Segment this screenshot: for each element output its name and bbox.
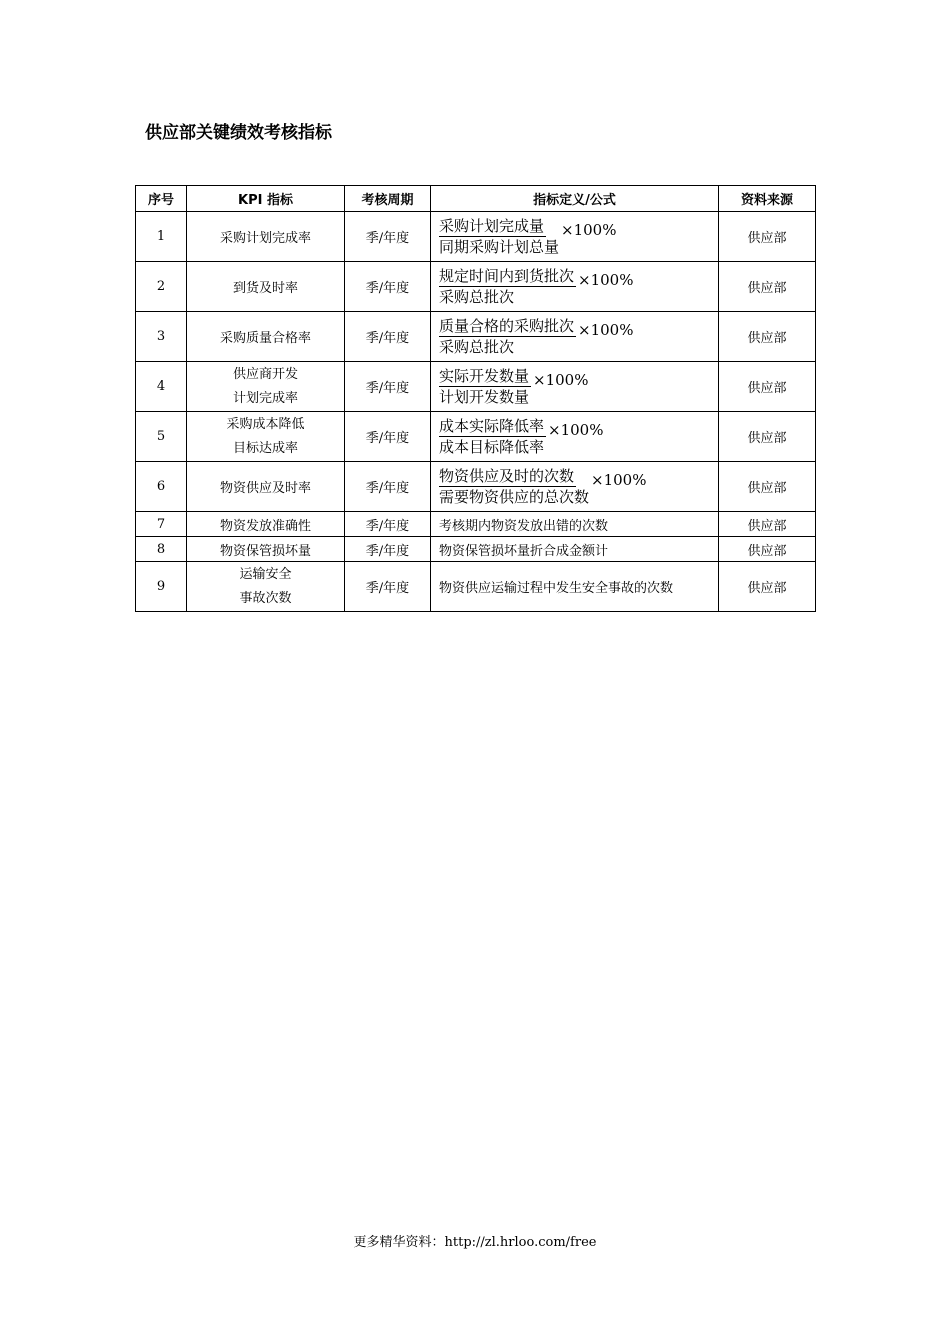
- data-source: 供应部: [719, 537, 816, 562]
- header-source: 资料来源: [719, 186, 816, 212]
- kpi-name-line: 采购成本降低: [226, 416, 305, 432]
- kpi-name-line: 运输安全: [239, 566, 292, 582]
- table-row: [136, 512, 816, 537]
- kpi-name: [187, 412, 345, 462]
- table-row: [136, 462, 816, 512]
- header-no: 序号: [136, 186, 187, 212]
- page-title: 供应部关键绩效考核指标: [145, 123, 332, 143]
- kpi-definition: 物资保管损坏量折合成金额计: [431, 537, 719, 562]
- formula-multiplier: ×100%: [561, 220, 617, 239]
- data-source: 供应部: [719, 412, 816, 462]
- formula-denominator: 同期采购计划总量: [439, 238, 560, 256]
- kpi-name-line: 事故次数: [239, 590, 292, 606]
- kpi-name: [187, 562, 345, 612]
- kpi-formula: [431, 412, 719, 462]
- row-number: 6: [136, 462, 187, 512]
- table-row: [136, 312, 816, 362]
- formula-numerator: 物资供应及时的次数: [439, 467, 575, 485]
- table-row: [136, 537, 816, 562]
- data-source: 供应部: [719, 462, 816, 512]
- formula-multiplier: ×100%: [578, 320, 634, 339]
- formula-denominator: 需要物资供应的总次数: [439, 488, 590, 506]
- kpi-name-line: 供应商开发: [232, 366, 298, 382]
- data-source: 供应部: [719, 212, 816, 262]
- data-source: 供应部: [719, 362, 816, 412]
- formula-numerator: 规定时间内到货批次: [439, 267, 575, 285]
- assessment-cycle: 季/年度: [345, 362, 431, 412]
- assessment-cycle: 季/年度: [345, 537, 431, 562]
- row-number: 9: [136, 562, 187, 612]
- kpi-definition: 物资供应运输过程中发生安全事故的次数: [431, 562, 719, 612]
- assessment-cycle: 季/年度: [345, 212, 431, 262]
- formula-multiplier: ×100%: [533, 370, 589, 389]
- assessment-cycle: 季/年度: [345, 312, 431, 362]
- assessment-cycle: 季/年度: [345, 412, 431, 462]
- footer-link-text: 更多精华资料：http://zl.hrloo.com/free: [353, 1235, 597, 1250]
- table-header-row: [136, 186, 816, 212]
- header-definition: 指标定义/公式: [431, 186, 719, 212]
- formula-numerator: 质量合格的采购批次: [439, 317, 575, 335]
- kpi-formula: [431, 212, 719, 262]
- formula-denominator: 计划开发数量: [439, 388, 530, 406]
- formula-multiplier: ×100%: [548, 420, 604, 439]
- row-number: 4: [136, 362, 187, 412]
- table-row: [136, 362, 816, 412]
- kpi-formula: [431, 462, 719, 512]
- data-source: 供应部: [719, 562, 816, 612]
- kpi-name: 物资保管损坏量: [187, 537, 345, 562]
- kpi-table: [135, 185, 816, 612]
- kpi-name-line: 计划完成率: [232, 390, 298, 406]
- kpi-formula: [431, 262, 719, 312]
- formula-multiplier: ×100%: [591, 470, 647, 489]
- table-row: [136, 562, 816, 612]
- formula-denominator: 成本目标降低率: [439, 438, 545, 456]
- formula-denominator: 采购总批次: [439, 288, 515, 306]
- header-cycle: 考核周期: [345, 186, 431, 212]
- kpi-formula: [431, 312, 719, 362]
- data-source: 供应部: [719, 262, 816, 312]
- kpi-name-line: 目标达成率: [232, 440, 298, 456]
- kpi-name: 到货及时率: [187, 262, 345, 312]
- header-kpi: KPI 指标: [187, 186, 345, 212]
- assessment-cycle: 季/年度: [345, 462, 431, 512]
- row-number: 5: [136, 412, 187, 462]
- formula-numerator: 成本实际降低率: [439, 417, 545, 435]
- table-row: [136, 412, 816, 462]
- row-number: 1: [136, 212, 187, 262]
- data-source: 供应部: [719, 312, 816, 362]
- formula-numerator: 实际开发数量: [439, 367, 530, 385]
- formula-multiplier: ×100%: [578, 270, 634, 289]
- kpi-name: 采购质量合格率: [187, 312, 345, 362]
- kpi-definition: 考核期内物资发放出错的次数: [431, 512, 719, 537]
- kpi-name: 采购计划完成率: [187, 212, 345, 262]
- assessment-cycle: 季/年度: [345, 512, 431, 537]
- row-number: 8: [136, 537, 187, 562]
- row-number: 2: [136, 262, 187, 312]
- row-number: 3: [136, 312, 187, 362]
- assessment-cycle: 季/年度: [345, 562, 431, 612]
- assessment-cycle: 季/年度: [345, 262, 431, 312]
- kpi-formula: [431, 362, 719, 412]
- kpi-name: 物资发放准确性: [187, 512, 345, 537]
- formula-numerator: 采购计划完成量: [439, 217, 545, 235]
- formula-denominator: 采购总批次: [439, 338, 515, 356]
- table-row: [136, 212, 816, 262]
- data-source: 供应部: [719, 512, 816, 537]
- row-number: 7: [136, 512, 187, 537]
- kpi-name: [187, 362, 345, 412]
- table-row: [136, 262, 816, 312]
- kpi-name: 物资供应及时率: [187, 462, 345, 512]
